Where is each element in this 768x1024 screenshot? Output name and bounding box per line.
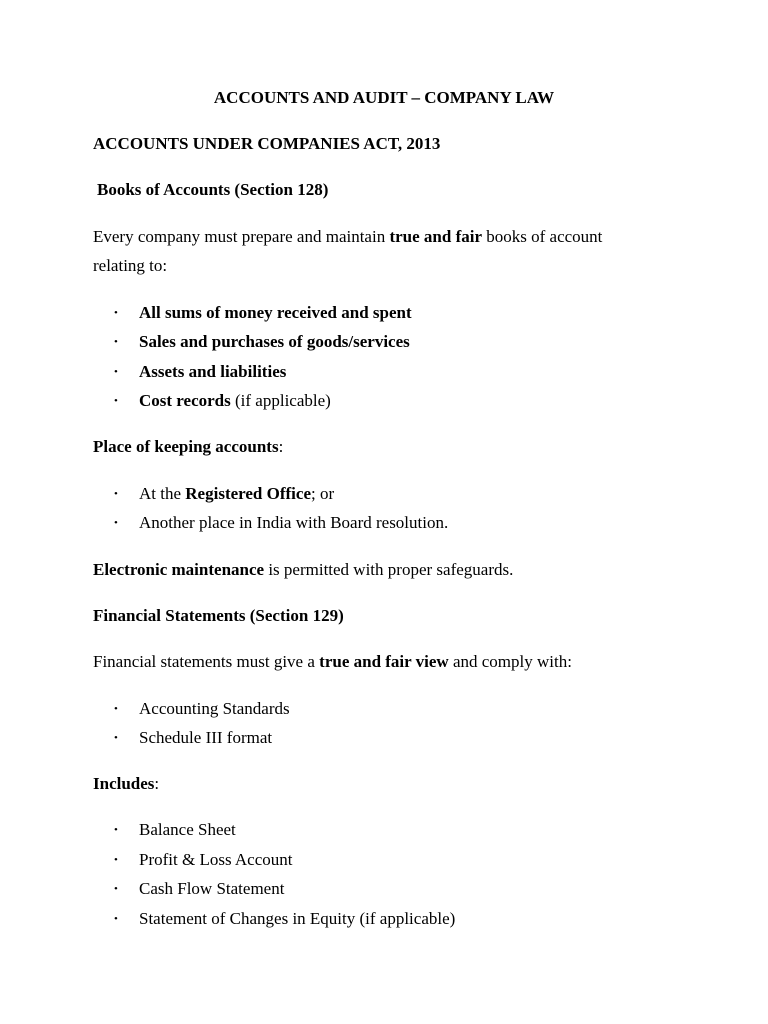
fs-heading: Financial Statements (Section 129)	[93, 606, 344, 625]
bullet: •	[114, 883, 118, 895]
includes-heading: Includes:	[93, 774, 160, 793]
section-heading-accounts: ACCOUNTS UNDER COMPANIES ACT, 2013	[93, 134, 441, 153]
books-intro-line-1: Every company must prepare and maintain true and fair books of account	[93, 227, 603, 246]
place-heading: Place of keeping accounts:	[93, 437, 284, 456]
list-item: Another place in India with Board resolution.	[139, 513, 449, 532]
list-item: Sales and purchases of goods/services	[139, 332, 410, 351]
list-item: Cost records (if applicable)	[139, 391, 331, 410]
bullet: •	[114, 854, 118, 866]
bullet: •	[114, 366, 118, 378]
fs-intro: Financial statements must give a true and fair view and comply with:	[93, 652, 572, 671]
bullet: •	[114, 488, 118, 500]
list-item: Statement of Changes in Equity (if applicable)	[139, 909, 456, 928]
list-item: Assets and liabilities	[139, 362, 287, 381]
list-item: Cash Flow Statement	[139, 879, 285, 898]
list-item: Profit & Loss Account	[139, 850, 293, 869]
list-item: At the Registered Office; or	[139, 484, 335, 503]
bullet: •	[114, 395, 118, 407]
list-item: Balance Sheet	[139, 820, 236, 839]
list-item: Schedule III format	[139, 728, 273, 747]
bullet: •	[114, 732, 118, 744]
bullet: •	[114, 824, 118, 836]
electronic-maintenance-note: Electronic maintenance is permitted with proper safeguards.	[93, 560, 514, 579]
bullet: •	[114, 703, 118, 715]
bullet: •	[114, 336, 118, 348]
books-heading: Books of Accounts (Section 128)	[97, 180, 329, 199]
document-title: ACCOUNTS AND AUDIT – COMPANY LAW	[213, 88, 555, 107]
books-intro-line-2: relating to:	[93, 256, 168, 275]
list-item: All sums of money received and spent	[139, 303, 412, 322]
bullet: •	[114, 307, 118, 319]
bullet: •	[114, 913, 118, 925]
list-item: Accounting Standards	[139, 699, 290, 718]
bullet: •	[114, 517, 118, 529]
